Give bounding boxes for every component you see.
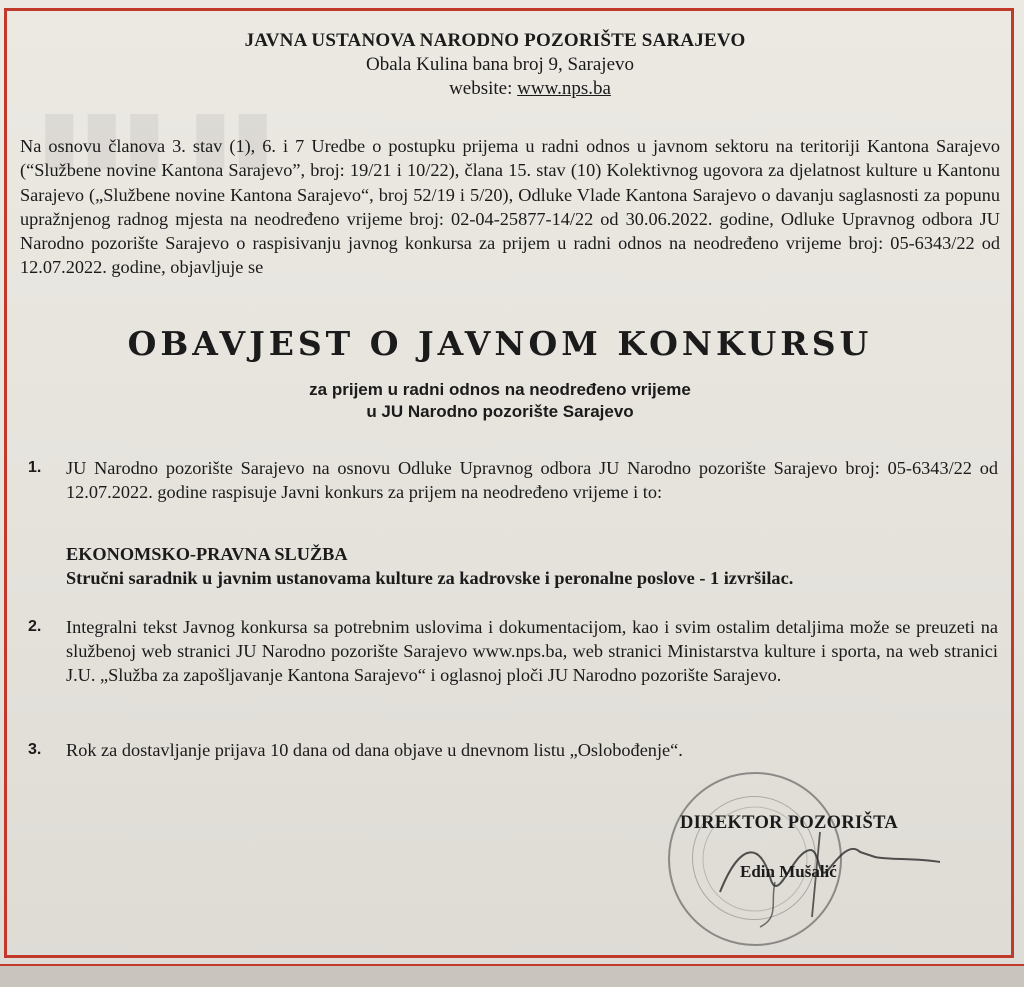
notice-title: OBAVJEST O JAVNOM KONKURSU: [127, 324, 873, 363]
website-label: website:: [449, 78, 513, 99]
organization-website: [60, 78, 1000, 100]
notice-header: [0, 30, 1000, 100]
position-title: Stručni saradnik u javnim ustanovama kulture za kadrovske i peronalne poslove - 1 izvršilac.: [66, 568, 794, 588]
list-item: [28, 615, 998, 687]
website-link[interactable]: www.nps.ba: [517, 78, 611, 99]
bleed-through-print: ▮▮▮ ▮▮: [40, 97, 277, 175]
subtitle-line-1: za prijem u radni odnos na neodređeno vrijeme: [309, 380, 691, 399]
notice-subtitle: [0, 379, 1000, 423]
list-item-number: 2.: [28, 618, 42, 635]
list-item: [28, 738, 998, 762]
list-item-number: 1.: [28, 459, 42, 476]
department-block: [66, 542, 996, 590]
director-title: DIREKTOR POZORIŠTA: [680, 813, 899, 833]
list-item-number: 3.: [28, 741, 42, 758]
director-name: Edin Mušalić: [740, 862, 837, 881]
list-item-text: JU Narodno pozorište Sarajevo na osnovu Odluke Upravnog odbora JU Narodno pozorište Sarajevo broj: 05-6343/22 od 12.07.2022. godine raspisuje Javni konkurs za prijem na neodređeno vrijeme i to:: [66, 458, 998, 502]
organization-name: JAVNA USTANOVA NARODNO POZORIŠTE SARAJEVO: [244, 30, 746, 51]
subtitle-line-2: u JU Narodno pozorište Sarajevo: [366, 402, 634, 421]
department-name: EKONOMSKO-PRAVNA SLUŽBA: [66, 544, 348, 564]
list-item: [28, 456, 998, 504]
list-item-text: Integralni tekst Javnog konkursa sa potrebnim uslovima i dokumentacijom, kao i svim ostalim detaljima može se preuzeti na službenoj web stranici JU Narodno pozorište Sarajevo www.nps.ba, web stranici Ministarstva kulture i sporta, na web stranici J.U. „Služba za zapošljavanje Kantona Sarajevo“ i oglasnoj ploči JU Narodno pozorište Sarajevo.: [66, 617, 998, 685]
page-bottom-strip: [0, 964, 1024, 987]
legal-basis-paragraph: Na osnovu članova 3. stav (1), 6. i 7 Uredbe o postupku prijema u radni odnos u javnom sektoru na teritoriji Kantona Sarajevo (“Službene novine Kantona Sarajevo”, broj: 19/21 i 10/22), člana 15. stav (10) Kolektivnog ugovora za djelatnost kulture u Kantonu Sarajevo („Službene novine Kantona Sarajevo“, broj 52/19 i 5/20), Odluke Vlade Kantona Sarajevo o davanju saglasnosti za popunu upražnjenog radnog mjesta na neodređeno vrijeme broj: 02-04-25877-14/22 od 30.06.2022. godine, Odluke Upravnog odbora JU Narodno pozorište Sarajevo o raspisivanju javnog konkursa za prijem u radni odnos na neodređeno vrijeme broj: 05-6343/22 od 12.07.2022. godine, objavljuje se: [20, 136, 1000, 278]
list-item-text: Rok za dostavljanje prijava 10 dana od dana objave u dnevnom listu „Oslobođenje“.: [66, 740, 683, 760]
organization-address: Obala Kulina bana broj 9, Sarajevo: [365, 54, 635, 75]
